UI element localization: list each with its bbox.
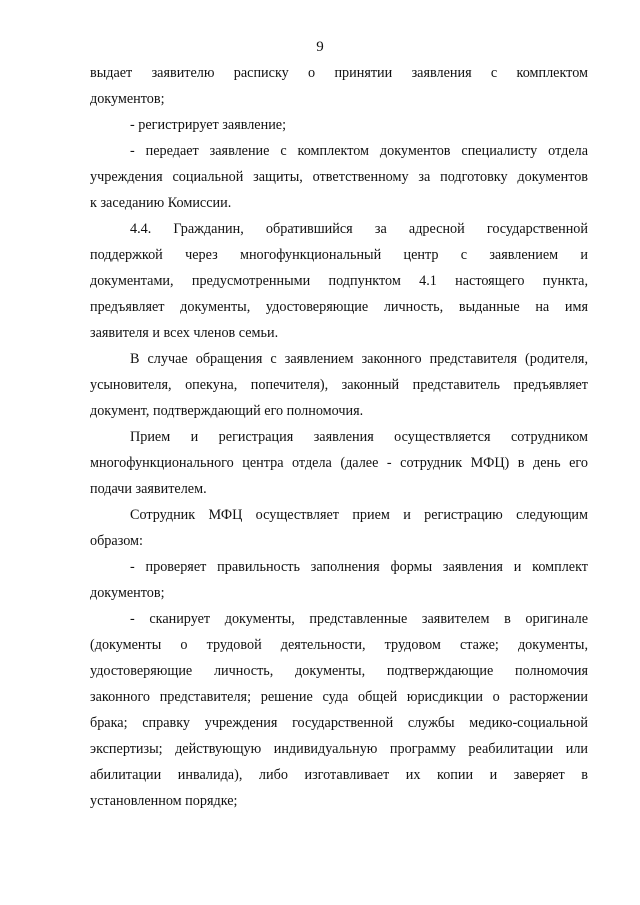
text-line: экспертизы; действующую индивидуальную программу реабилитации или [90,741,588,757]
text-line: документ, подтверждающий его полномочия. [90,403,364,419]
text-line: документов; [90,91,165,107]
text-line: выдает заявителю расписку о принятии заявления с комплектом [90,65,588,81]
text-line: подачи заявителем. [90,481,207,497]
paragraph [90,554,588,606]
text-line: поддержкой через многофункциональный центр с заявлением и [90,247,588,263]
text-line: брака; справку учреждения государственной службы медико-социальной [90,715,588,731]
text-line: абилитации инвалида), либо изготавливает их копии и заверяет в [90,767,588,783]
text-line: 4.4. Гражданин, обратившийся за адресной государственной [130,221,588,237]
text-line: образом: [90,533,143,549]
text-line: Прием и регистрация заявления осуществляется сотрудником [130,429,588,445]
text-line: (документы о трудовой деятельности, трудовом стаже; документы, [90,637,588,653]
text-line: - регистрирует заявление; [130,117,287,133]
text-line: учреждения социальной защиты, ответственному за подготовку документов [90,169,588,185]
paragraph [90,60,588,112]
paragraph [90,606,588,814]
text-line: Сотрудник МФЦ осуществляет прием и регистрацию следующим [130,507,588,523]
paragraph [90,502,588,554]
paragraph [90,112,588,138]
text-line: документов; [90,585,165,601]
text-line: документами, предусмотренными подпунктом 4.1 настоящего пункта, [90,273,588,289]
paragraph [90,138,588,216]
page-number: 9 [316,39,324,55]
text-line: - передает заявление с комплектом документов специалисту отдела [130,143,588,159]
text-line: В случае обращения с заявлением законного представителя (родителя, [130,351,588,367]
paragraph [90,346,588,424]
text-line: к заседанию Комиссии. [90,195,232,211]
text-line: заявителя и всех членов семьи. [90,325,279,341]
text-line: - проверяет правильность заполнения формы заявления и комплект [130,559,588,575]
text-line: усыновителя, опекуна, попечителя), законный представитель предъявляет [90,377,588,393]
text-line: установленном порядке; [90,793,238,809]
text-line: многофункционального центра отдела (далее - сотрудник МФЦ) в день его [90,455,588,471]
paragraph [90,216,588,346]
text-line: удостоверяющие личность, документы, подтверждающие полномочия [90,663,588,679]
text-line: предъявляет документы, удостоверяющие личность, выданные на имя [90,299,588,315]
text-line: - сканирует документы, представленные заявителем в оригинале [130,611,588,627]
paragraph [90,424,588,502]
text-line: законного представителя; решение суда общей юрисдикции о расторжении [90,689,588,705]
document-body [90,60,588,814]
